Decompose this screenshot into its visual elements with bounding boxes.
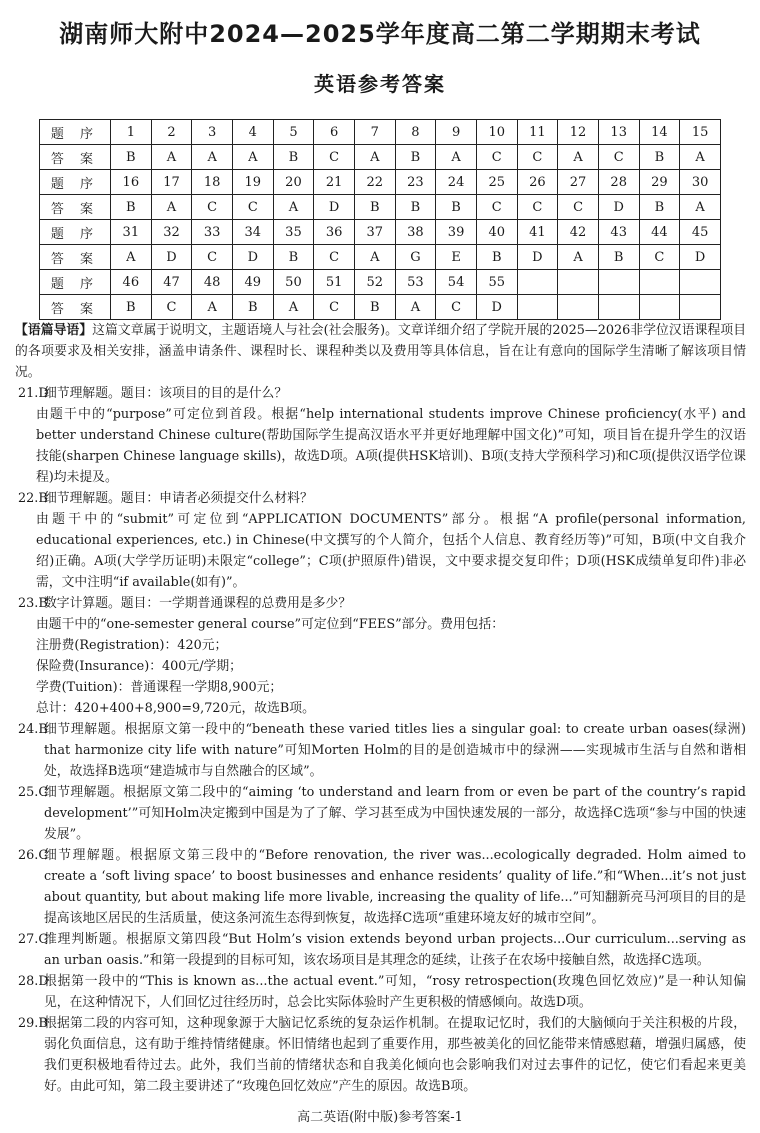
- explanation-list: [0, 383, 760, 1097]
- table-cell: 41: [517, 220, 558, 245]
- explanation-item: [0, 383, 760, 488]
- explanation-heading: 细节理解题。根据原文第二段中的“aiming ‘to understand and learn from or even be part of the country’s rapid development’”可知Holm决定搬到中国是为了了解、学习甚至成为中国快速发展的一部分，故选择C选项“参与中国的快速发展”。: [44, 785, 746, 842]
- table-cell: 3: [192, 120, 233, 145]
- table-cell: A: [232, 145, 273, 170]
- table-cell: 22: [354, 170, 395, 195]
- table-cell: 36: [314, 220, 355, 245]
- table-cell: B: [639, 195, 680, 220]
- table-cell: C: [558, 195, 599, 220]
- explanation-heading: 根据第二段的内容可知，这种现象源于大脑记忆系统的复杂运作机制。在提取记忆时，我们的大脑倾向于关注积极的片段，弱化负面信息，这有助于维持情绪健康。怀旧情绪也起到了重要作用，那些被美化的回忆能带来情感慰藉，增强归属感，使我们更积极地看待过去。此外，我们当前的情绪状态和自我美化倾向也会影响我们对过去事件的记忆，使它们看起来更美好。由此可知，第二段主要讲述了“玫瑰色回忆效应”产生的原因。故选B项。: [44, 1016, 746, 1094]
- table-cell: B: [395, 145, 436, 170]
- table-cell: B: [395, 195, 436, 220]
- passage-guide: [0, 320, 760, 383]
- explanation-item: [0, 971, 760, 1013]
- question-answer: 24.B: [18, 722, 48, 737]
- table-cell: 35: [273, 220, 314, 245]
- table-cell: B: [354, 295, 395, 320]
- table-cell: C: [476, 145, 517, 170]
- explanations: [0, 320, 760, 1097]
- table-cell: A: [354, 145, 395, 170]
- table-cell: 8: [395, 120, 436, 145]
- explanation-item: [0, 845, 760, 929]
- table-cell: A: [680, 195, 721, 220]
- explanation-line: 保险费(Insurance)：400元/学期；: [36, 659, 242, 674]
- table-cell: 48: [192, 270, 233, 295]
- table-cell: 33: [192, 220, 233, 245]
- row-label: 题 序: [40, 120, 111, 145]
- table-cell: 24: [436, 170, 477, 195]
- table-cell: B: [273, 245, 314, 270]
- question-answer: 27.C: [18, 932, 49, 947]
- page-title: 湖南师大附中2024—2025学年度高二第二学期期末考试: [59, 20, 701, 48]
- table-cell: C: [314, 145, 355, 170]
- table-cell: A: [436, 145, 477, 170]
- table-cell: C: [476, 195, 517, 220]
- table-cell: 27: [558, 170, 599, 195]
- table-cell: A: [192, 295, 233, 320]
- explanation-heading: 细节理解题。根据原文第一段中的“beneath these varied titles lies a singular goal: to create urban oases(绿洲) that harmonize city life with nature”可知Morten Holm的目的是创造城市中的绿洲——实现城市生活与自然和谐相处，故选择B选项“建造城市与自然融合的区域”。: [44, 722, 746, 779]
- table-cell: D: [151, 245, 192, 270]
- row-label: 答 案: [40, 145, 111, 170]
- table-cell: 34: [232, 220, 273, 245]
- answer-table-row: [40, 170, 721, 195]
- table-cell: B: [273, 145, 314, 170]
- guide-tag: 【语篇导语】: [15, 323, 93, 338]
- table-cell: 23: [395, 170, 436, 195]
- explanation-line: 学费(Tuition)：普通课程一学期8,900元；: [36, 680, 283, 695]
- table-cell: A: [192, 145, 233, 170]
- table-cell: D: [680, 245, 721, 270]
- table-cell: B: [598, 245, 639, 270]
- table-cell: 9: [436, 120, 477, 145]
- row-label: 题 序: [40, 220, 111, 245]
- page-footer: 高二英语(附中版)参考答案-1: [297, 1110, 463, 1125]
- table-cell: 38: [395, 220, 436, 245]
- table-cell: 45: [680, 220, 721, 245]
- table-cell: C: [314, 245, 355, 270]
- explanation-heading: 细节理解题。题目：该项目的目的是什么？: [44, 386, 288, 401]
- explanation-line: 由题干中的“one-semester general course”可定位到“FEES”部分。费用包括：: [36, 617, 505, 632]
- table-cell: [598, 295, 639, 320]
- table-cell: [639, 295, 680, 320]
- explanation-item: [0, 929, 760, 971]
- table-cell: [517, 295, 558, 320]
- table-cell: 47: [151, 270, 192, 295]
- table-cell: [680, 270, 721, 295]
- table-cell: [558, 295, 599, 320]
- table-cell: 17: [151, 170, 192, 195]
- table-cell: D: [517, 245, 558, 270]
- table-cell: 1: [111, 120, 152, 145]
- table-cell: 30: [680, 170, 721, 195]
- table-cell: 12: [558, 120, 599, 145]
- table-cell: C: [639, 245, 680, 270]
- table-cell: 55: [476, 270, 517, 295]
- table-cell: 28: [598, 170, 639, 195]
- answer-table-row: [40, 145, 721, 170]
- table-cell: [680, 295, 721, 320]
- table-cell: 25: [476, 170, 517, 195]
- table-cell: A: [111, 245, 152, 270]
- table-cell: C: [314, 295, 355, 320]
- explanation-heading: 数字计算题。题目：一学期普通课程的总费用是多少？: [44, 596, 352, 611]
- question-answer: 22.B: [18, 491, 48, 506]
- explanation-heading: 推理判断题。根据原文第四段“But Holm’s vision extends beyond urban projects...Our curriculum...serving as an urban oasis.”和第一段提到的目标可知，该农场项目是其理念的延续，让孩子在农场中接触自然，故选择C选项。: [44, 932, 746, 968]
- table-cell: [558, 270, 599, 295]
- table-cell: 2: [151, 120, 192, 145]
- table-cell: C: [232, 195, 273, 220]
- table-cell: C: [598, 145, 639, 170]
- table-cell: 53: [395, 270, 436, 295]
- answer-table-row: [40, 270, 721, 295]
- table-cell: G: [395, 245, 436, 270]
- table-cell: 46: [111, 270, 152, 295]
- table-cell: 29: [639, 170, 680, 195]
- table-cell: B: [111, 195, 152, 220]
- table-cell: 14: [639, 120, 680, 145]
- explanation-item: [0, 782, 760, 845]
- table-cell: B: [639, 145, 680, 170]
- table-cell: 54: [436, 270, 477, 295]
- explanation-heading: 细节理解题。根据原文第三段中的“Before renovation, the river was...ecologically degraded. Holm aimed to create a ‘soft living space’ to boost businesses and enhance residents’ quality of life.”和“When...it’s not just about quantity, but about making life more livable, increasing the quality of life...”可知翻新亮马河项目的目的是提高该地区居民的生活质量，使这条河流生态得到恢复，故选择C选项“重建环境友好的城市空间”。: [44, 848, 746, 926]
- answer-table-row: [40, 120, 721, 145]
- table-cell: B: [436, 195, 477, 220]
- question-answer: 25.C: [18, 785, 49, 800]
- table-cell: 50: [273, 270, 314, 295]
- table-cell: 51: [314, 270, 355, 295]
- explanation-line: 由题干中的“purpose”可定位到首段。根据“help international students improve Chinese proficiency(水平) and better understand Chinese culture(帮助国际学生提高汉语水平并更好地理解中国文化)”可知，项目旨在提升学生的汉语技能(sharpen Chinese language skills)，故选D项。A项(提供HSK培训)、B项(支持大学预科学习)和C项(提供汉语学位课程)均未提及。: [36, 407, 746, 485]
- table-cell: 42: [558, 220, 599, 245]
- answer-table-row: [40, 195, 721, 220]
- table-cell: C: [517, 195, 558, 220]
- explanation-line: 由题干中的“submit”可定位到“APPLICATION DOCUMENTS”部分。根据“A profile(personal information, educational experiences, etc.) in Chinese(中文撰写的个人简介，包括个人信息、教育经历等)”可知，B项(中文自我介绍)正确。A项(大学学历证明)未限定“college”；C项(护照原件)错误，文中要求提交复印件；D项(HSK成绩单复印件)非必需，文中注明“if available(如有)”。: [36, 512, 746, 590]
- table-cell: A: [395, 295, 436, 320]
- table-cell: B: [111, 145, 152, 170]
- table-cell: A: [558, 145, 599, 170]
- table-cell: A: [558, 245, 599, 270]
- row-label: 题 序: [40, 170, 111, 195]
- question-answer: 23.B: [18, 596, 48, 611]
- table-cell: B: [232, 295, 273, 320]
- table-cell: A: [273, 195, 314, 220]
- explanation-item: [0, 1013, 760, 1097]
- explanation-line: 注册费(Registration)：420元；: [36, 638, 228, 653]
- table-cell: [639, 270, 680, 295]
- table-cell: D: [476, 295, 517, 320]
- table-cell: E: [436, 245, 477, 270]
- table-cell: 21: [314, 170, 355, 195]
- answer-table-row: [40, 295, 721, 320]
- table-cell: 20: [273, 170, 314, 195]
- question-answer: 21.D: [18, 386, 49, 401]
- guide-text: 这篇文章属于说明文，主题语境人与社会(社会服务)。文章详细介绍了学院开展的2025—2026非学位汉语课程项目的各项要求及相关安排，涵盖申请条件、课程时长、课程种类以及费用等具体信息，旨在让有意向的国际学生清晰了解该项目情况。: [15, 323, 746, 380]
- table-cell: 43: [598, 220, 639, 245]
- table-cell: A: [151, 195, 192, 220]
- table-cell: A: [273, 295, 314, 320]
- page-subtitle: 英语参考答案: [314, 72, 446, 96]
- table-cell: [598, 270, 639, 295]
- table-cell: 19: [232, 170, 273, 195]
- table-cell: 37: [354, 220, 395, 245]
- explanation-line: 总计：420+400+8,900=9,720元，故选B项。: [36, 701, 315, 716]
- table-cell: A: [151, 145, 192, 170]
- row-label: 答 案: [40, 195, 111, 220]
- answer-table-row: [40, 245, 721, 270]
- table-cell: 52: [354, 270, 395, 295]
- explanation-item: [0, 593, 760, 719]
- table-cell: 10: [476, 120, 517, 145]
- question-answer: 26.C: [18, 848, 49, 863]
- table-cell: 11: [517, 120, 558, 145]
- table-cell: 26: [517, 170, 558, 195]
- table-cell: B: [476, 245, 517, 270]
- table-cell: C: [436, 295, 477, 320]
- table-cell: C: [517, 145, 558, 170]
- table-cell: 44: [639, 220, 680, 245]
- table-cell: 16: [111, 170, 152, 195]
- table-cell: 15: [680, 120, 721, 145]
- table-cell: A: [354, 245, 395, 270]
- table-cell: 4: [232, 120, 273, 145]
- table-cell: 18: [192, 170, 233, 195]
- table-cell: 32: [151, 220, 192, 245]
- table-cell: D: [232, 245, 273, 270]
- table-cell: 39: [436, 220, 477, 245]
- question-answer: 28.D: [18, 974, 49, 989]
- row-label: 答 案: [40, 245, 111, 270]
- row-label: 答 案: [40, 295, 111, 320]
- explanation-heading: 根据第一段中的“This is known as...the actual event.”可知，“rosy retrospection(玫瑰色回忆效应)”是一种认知偏见，在这种情况下，人们回忆过往经历时，总会比实际体验时产生更积极的情感倾向。故选D项。: [44, 974, 746, 1010]
- table-cell: 7: [354, 120, 395, 145]
- explanation-item: [0, 719, 760, 782]
- table-cell: 6: [314, 120, 355, 145]
- table-cell: 5: [273, 120, 314, 145]
- row-label: 题 序: [40, 270, 111, 295]
- table-cell: C: [151, 295, 192, 320]
- table-cell: 31: [111, 220, 152, 245]
- table-cell: B: [354, 195, 395, 220]
- table-cell: A: [680, 145, 721, 170]
- answer-table-row: [40, 220, 721, 245]
- table-cell: 13: [598, 120, 639, 145]
- answer-table: [39, 119, 721, 320]
- table-cell: C: [192, 245, 233, 270]
- table-cell: 49: [232, 270, 273, 295]
- question-answer: 29.B: [18, 1016, 48, 1031]
- table-cell: 40: [476, 220, 517, 245]
- table-cell: D: [314, 195, 355, 220]
- explanation-heading: 细节理解题。题目：申请者必须提交什么材料？: [44, 491, 313, 506]
- table-cell: B: [111, 295, 152, 320]
- table-cell: [517, 270, 558, 295]
- table-cell: D: [598, 195, 639, 220]
- table-cell: C: [192, 195, 233, 220]
- explanation-item: [0, 488, 760, 593]
